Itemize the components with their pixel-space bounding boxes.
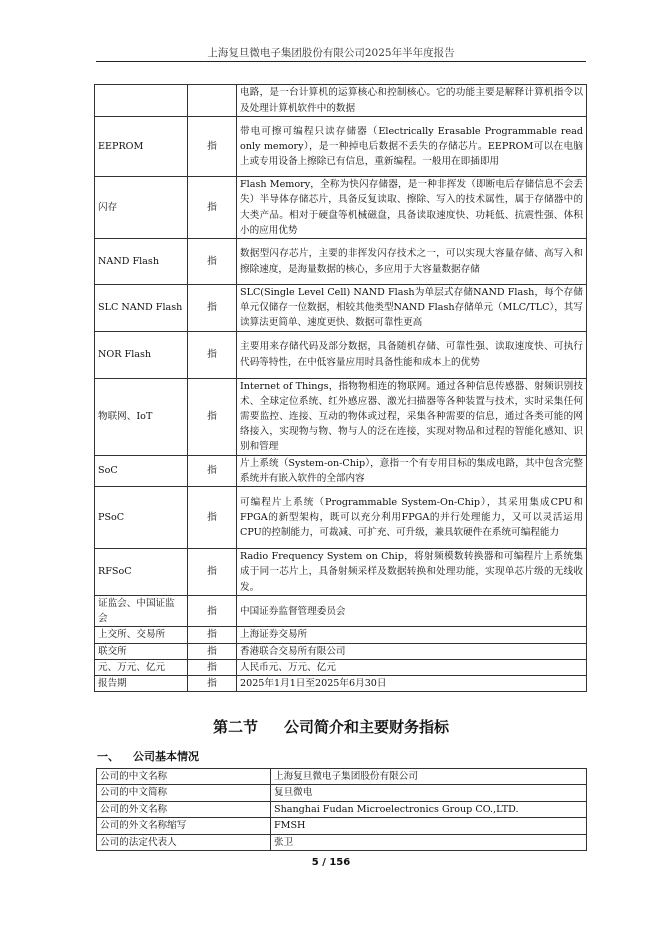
glossary-definition: Flash Memory，全称为快闪存储器，是一种非挥发（即断电后存储信息不会丢失）半导体存储芯片，具备反复读取、擦除、写入的技术属性，属于存储器中的大类产品。相对于硬盘等机械磁盘，具备读取速度快、功耗低、抗震性强、体积小的应用优势	[237, 177, 587, 239]
glossary-definition: 香港联合交易所有限公司	[237, 643, 587, 659]
glossary-term: 证监会、中国证监会	[95, 596, 188, 627]
table-row	[95, 117, 587, 177]
section-number: 第二节	[212, 718, 258, 736]
glossary-term: SLC NAND Flash	[95, 285, 188, 332]
glossary-definition: Radio Frequency System on Chip，将射频模数转换器和可编程片上系统集成于同一芯片上，具备射频采样及数据转换和处理功能，实现单芯片级的无线收发。	[237, 549, 587, 596]
glossary-symbol: 指	[188, 378, 237, 455]
info-key: 公司的法定代表人	[97, 834, 271, 850]
glossary-definition: 上海证券交易所	[237, 627, 587, 643]
table-row	[95, 659, 587, 675]
table-row	[95, 455, 587, 486]
glossary-body	[95, 85, 587, 692]
glossary-symbol: 指	[188, 117, 237, 177]
glossary-definition: 主要用来存储代码及部分数据，具备随机存储、可靠性强、读取速度快、可执行代码等特性，在中低容量应用时具备性能和成本上的优势	[237, 331, 587, 378]
glossary-term: 报告期	[95, 676, 188, 692]
info-value: 张卫	[271, 834, 587, 850]
table-row	[97, 818, 587, 834]
glossary-term: NOR Flash	[95, 331, 188, 378]
subsection-title	[97, 748, 199, 764]
info-value: 上海复旦微电子集团股份有限公司	[271, 769, 587, 785]
table-row	[95, 177, 587, 239]
info-key: 公司的外文名称	[97, 801, 271, 817]
table-row	[95, 239, 587, 285]
table-row	[97, 801, 587, 817]
table-row	[97, 785, 587, 801]
info-value: 复旦微电	[271, 785, 587, 801]
glossary-symbol: 指	[188, 239, 237, 285]
info-key: 公司的外文名称缩写	[97, 818, 271, 834]
glossary-term: 物联网、IoT	[95, 378, 188, 455]
info-value: Shanghai Fudan Microelectronics Group CO.,LTD.	[271, 801, 587, 817]
table-row	[95, 627, 587, 643]
table-row	[95, 596, 587, 627]
section-title	[0, 716, 662, 737]
glossary-definition: 人民币元、万元、亿元	[237, 659, 587, 675]
glossary-symbol: 指	[188, 643, 237, 659]
glossary-definition: 可编程片上系统（Programmable System-On-Chip），其采用集成CPU和FPGA的新型架构，既可以充分利用FPGA的并行处理能力，又可以灵活运用CPU的控制能力，可裁减、可扩充、可升级，兼具软硬件在系统可编程能力	[237, 487, 587, 549]
glossary-definition: Internet of Things，指物物相连的物联网。通过各种信息传感器、射频识别技术、全球定位系统、红外感应器、激光扫描器等各种装置与技术，实时采集任何需要监控、连接、互动的物体或过程，采集各种需要的信息，通过各类可能的网络接入，实现物与物、物与人的泛在连接，实现对物品和过程的智能化感知、识别和管理	[237, 378, 587, 455]
glossary-symbol: 指	[188, 627, 237, 643]
glossary-term: 闪存	[95, 177, 188, 239]
company-info-table	[96, 768, 587, 851]
glossary-term: PSoC	[95, 487, 188, 549]
header-rule	[96, 61, 586, 62]
glossary-symbol: 指	[188, 596, 237, 627]
glossary-symbol: 指	[188, 487, 237, 549]
table-row	[95, 378, 587, 455]
table-row	[95, 285, 587, 332]
table-row	[97, 834, 587, 850]
glossary-term: 上交所、交易所	[95, 627, 188, 643]
glossary-term: RFSoC	[95, 549, 188, 596]
table-row	[95, 643, 587, 659]
glossary-definition: 数据型闪存芯片，主要的非挥发闪存技术之一，可以实现大容量存储、高写入和擦除速度，是海量数据的核心，多应用于大容量数据存储	[237, 239, 587, 285]
glossary-definition: 中国证券监督管理委员会	[237, 596, 587, 627]
table-row	[95, 487, 587, 549]
glossary-term: 联交所	[95, 643, 188, 659]
glossary-symbol: 指	[188, 285, 237, 332]
subsection-heading: 公司基本情况	[133, 750, 199, 763]
glossary-symbol: 指	[188, 455, 237, 486]
info-key: 公司的中文名称	[97, 769, 271, 785]
glossary-symbol: 指	[188, 659, 237, 675]
table-row	[97, 769, 587, 785]
glossary-definition: SLC(Single Level Cell) NAND Flash为单层式存储NAND Flash，每个存储单元仅储存一位数据，相较其他类型NAND Flash存储单元（MLC/TLC），其写读算法更简单、速度更快、数据可靠性更高	[237, 285, 587, 332]
section-heading: 公司简介和主要财务指标	[284, 718, 450, 736]
glossary-term: 元、万元、亿元	[95, 659, 188, 675]
glossary-definition: 片上系统（System-on-Chip），意指一个有专用目标的集成电路，其中包含完整系统并有嵌入软件的全部内容	[237, 455, 587, 486]
glossary-symbol	[188, 85, 237, 117]
glossary-definition: 电路，是一台计算机的运算核心和控制核心。它的功能主要是解释计算机指令以及处理计算机软件中的数据	[237, 85, 587, 117]
table-row	[95, 85, 587, 117]
info-value: FMSH	[271, 818, 587, 834]
glossary-symbol: 指	[188, 331, 237, 378]
glossary-symbol: 指	[188, 177, 237, 239]
table-row	[95, 549, 587, 596]
table-row	[95, 676, 587, 692]
glossary-symbol: 指	[188, 549, 237, 596]
glossary-table	[94, 84, 587, 692]
glossary-definition: 2025年1月1日至2025年6月30日	[237, 676, 587, 692]
page-number: 5 / 156	[311, 857, 351, 868]
glossary-term: NAND Flash	[95, 239, 188, 285]
glossary-definition: 带电可擦可编程只读存储器（Electrically Erasable Programmable read only memory），是一种掉电后数据不丢失的存储芯片。EEPROM可以在电脑上或专用设备上擦除已有信息，重新编程。一般用在即插即用	[237, 117, 587, 177]
glossary-term: SoC	[95, 455, 188, 486]
company-info-body	[97, 769, 587, 851]
table-row	[95, 331, 587, 378]
glossary-term	[95, 85, 188, 117]
subsection-number: 一、	[97, 750, 119, 763]
page-header: 上海复旦微电子集团股份有限公司2025年半年度报告	[207, 47, 455, 59]
info-key: 公司的中文简称	[97, 785, 271, 801]
glossary-symbol: 指	[188, 676, 237, 692]
glossary-term: EEPROM	[95, 117, 188, 177]
